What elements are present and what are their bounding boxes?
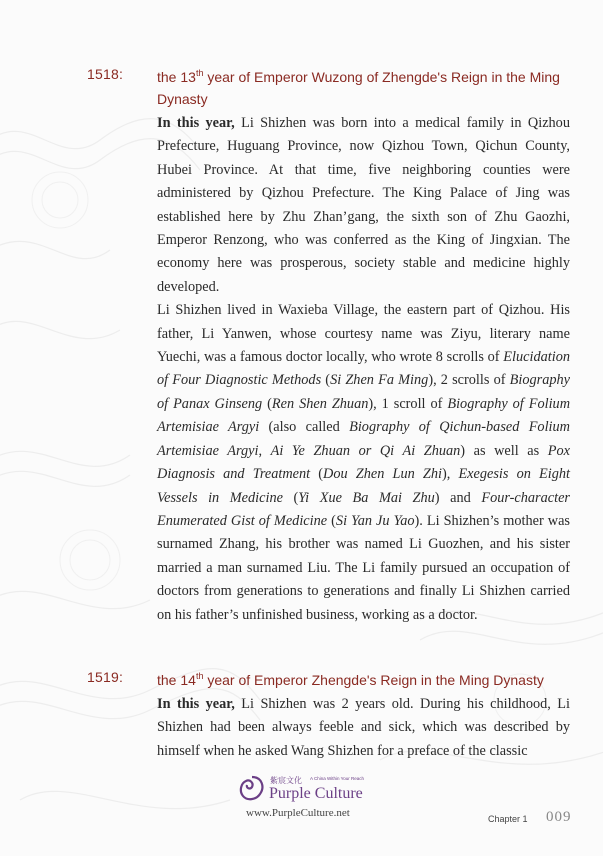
entry-year: 1518: bbox=[87, 66, 124, 82]
paragraph-text: (also called bbox=[259, 419, 350, 436]
work-title: Four-character Enumerated Gist of Medicine bbox=[157, 489, 570, 529]
entry-heading bbox=[157, 669, 577, 691]
paragraph-text: ), 2 scrolls of bbox=[428, 372, 510, 389]
logo-chinese-text: 紫宸文化 bbox=[270, 776, 302, 785]
logo-name: Purple Culture bbox=[269, 785, 363, 802]
paragraph-text: ( bbox=[327, 512, 336, 529]
paragraph-text: ). Li Shizhen’s mother was surnamed Zhang, his brother was named Li Guozhen, and his sister married a man surnamed Liu. The Li family pursued an occupation of doctors from generations to generations and finally Li Shizhen carried on his father’s unfinished business, working as a doctor. bbox=[157, 512, 570, 623]
paragraph-text: ( bbox=[310, 466, 324, 483]
heading-text-rest: year of Emperor Zhengde's Reign in the Ming Dynasty bbox=[203, 672, 544, 688]
paragraph-text: , bbox=[258, 442, 271, 459]
work-title: Biography of Qichun-based Folium Artemisiae Argyi bbox=[157, 419, 570, 459]
work-title: Ren Shen Zhuan bbox=[271, 395, 369, 412]
footer-chapter: Chapter 1 bbox=[488, 814, 528, 824]
paragraph-text: ), 1 scroll of bbox=[368, 395, 448, 412]
lead-in: In this year, bbox=[157, 696, 235, 712]
paragraph-text: ( bbox=[262, 395, 272, 412]
paragraph bbox=[157, 693, 570, 763]
purple-culture-emblem-icon bbox=[238, 775, 266, 803]
paragraph-text: ( bbox=[282, 489, 299, 506]
paragraph-text: ), bbox=[441, 466, 459, 483]
heading-ordinal: th bbox=[195, 68, 204, 78]
heading-ordinal: th bbox=[195, 671, 204, 681]
work-title: Exegesis on Eight Vessels in Medicine bbox=[157, 466, 570, 506]
work-title: Ai Ye Zhuan or Qi Ai Zhuan bbox=[270, 442, 461, 459]
entry-year: 1519: bbox=[87, 669, 124, 685]
paragraph bbox=[157, 299, 570, 627]
work-title: Si Yan Ju Yao bbox=[335, 512, 415, 529]
heading-text: the 14 bbox=[157, 672, 196, 688]
paragraph bbox=[157, 112, 570, 299]
heading-text: the 13 bbox=[157, 69, 196, 85]
work-title: Si Zhen Fa Ming bbox=[330, 372, 429, 389]
logo-url: www.PurpleCulture.net bbox=[246, 807, 350, 819]
work-title: Yi Xue Ba Mai Zhu bbox=[298, 489, 435, 506]
work-title: Biography of Panax Ginseng bbox=[157, 372, 570, 412]
logo-tagline: A China Within Your Reach bbox=[310, 776, 365, 781]
work-title: Dou Zhen Lun Zhi bbox=[323, 466, 442, 483]
work-title: Pox Diagnosis and Treatment bbox=[157, 442, 570, 483]
entry-body bbox=[157, 693, 570, 763]
paragraph-text: Li Shizhen lived in Waxieba Village, the eastern part of Qizhou. His father, Li Yanwen, whose courtesy name was Ziyu, literary name Yuechi, was a famous doctor locally, who wrote 8 scrolls of bbox=[157, 302, 570, 366]
lead-in: In this year, bbox=[157, 115, 235, 131]
paragraph-text: Li Shizhen was 2 years old. During his childhood, Li Shizhen had been always feeble and sick, which was described by himself when he asked Wang Shizhen for a preface of the classic bbox=[157, 696, 570, 759]
paragraph-text: ( bbox=[321, 372, 331, 389]
paragraph-text: ) as well as bbox=[460, 442, 548, 459]
page-number: 009 bbox=[546, 809, 572, 825]
purple-culture-logo bbox=[238, 773, 378, 833]
paragraph-text: ) and bbox=[434, 489, 482, 506]
work-title: Biography of Folium Artemisiae Argyi bbox=[157, 395, 571, 436]
heading-text-rest: year of Emperor Wuzong of Zhengde's Reign in the Ming Dynasty bbox=[157, 69, 560, 107]
paragraph-text: Li Shizhen was born into a medical family in Qizhou Prefecture, Huguang Province, now Qizhou Town, Qichun County, Hubei Province. At that time, five neighboring counties were administered by Qizhou Prefecture. The King Palace of Jing was established here by Zhu Zhan’gang, the sixth son of Zhu Gaozhi, Emperor Renzong, who was conferred as the King of Jingxian. The economy here was prosperous, society stable and medicine highly developed. bbox=[157, 115, 570, 295]
entry-heading bbox=[157, 66, 577, 110]
work-title: Elucidation of Four Diagnostic Methods bbox=[157, 349, 570, 389]
entry-body bbox=[157, 112, 570, 627]
